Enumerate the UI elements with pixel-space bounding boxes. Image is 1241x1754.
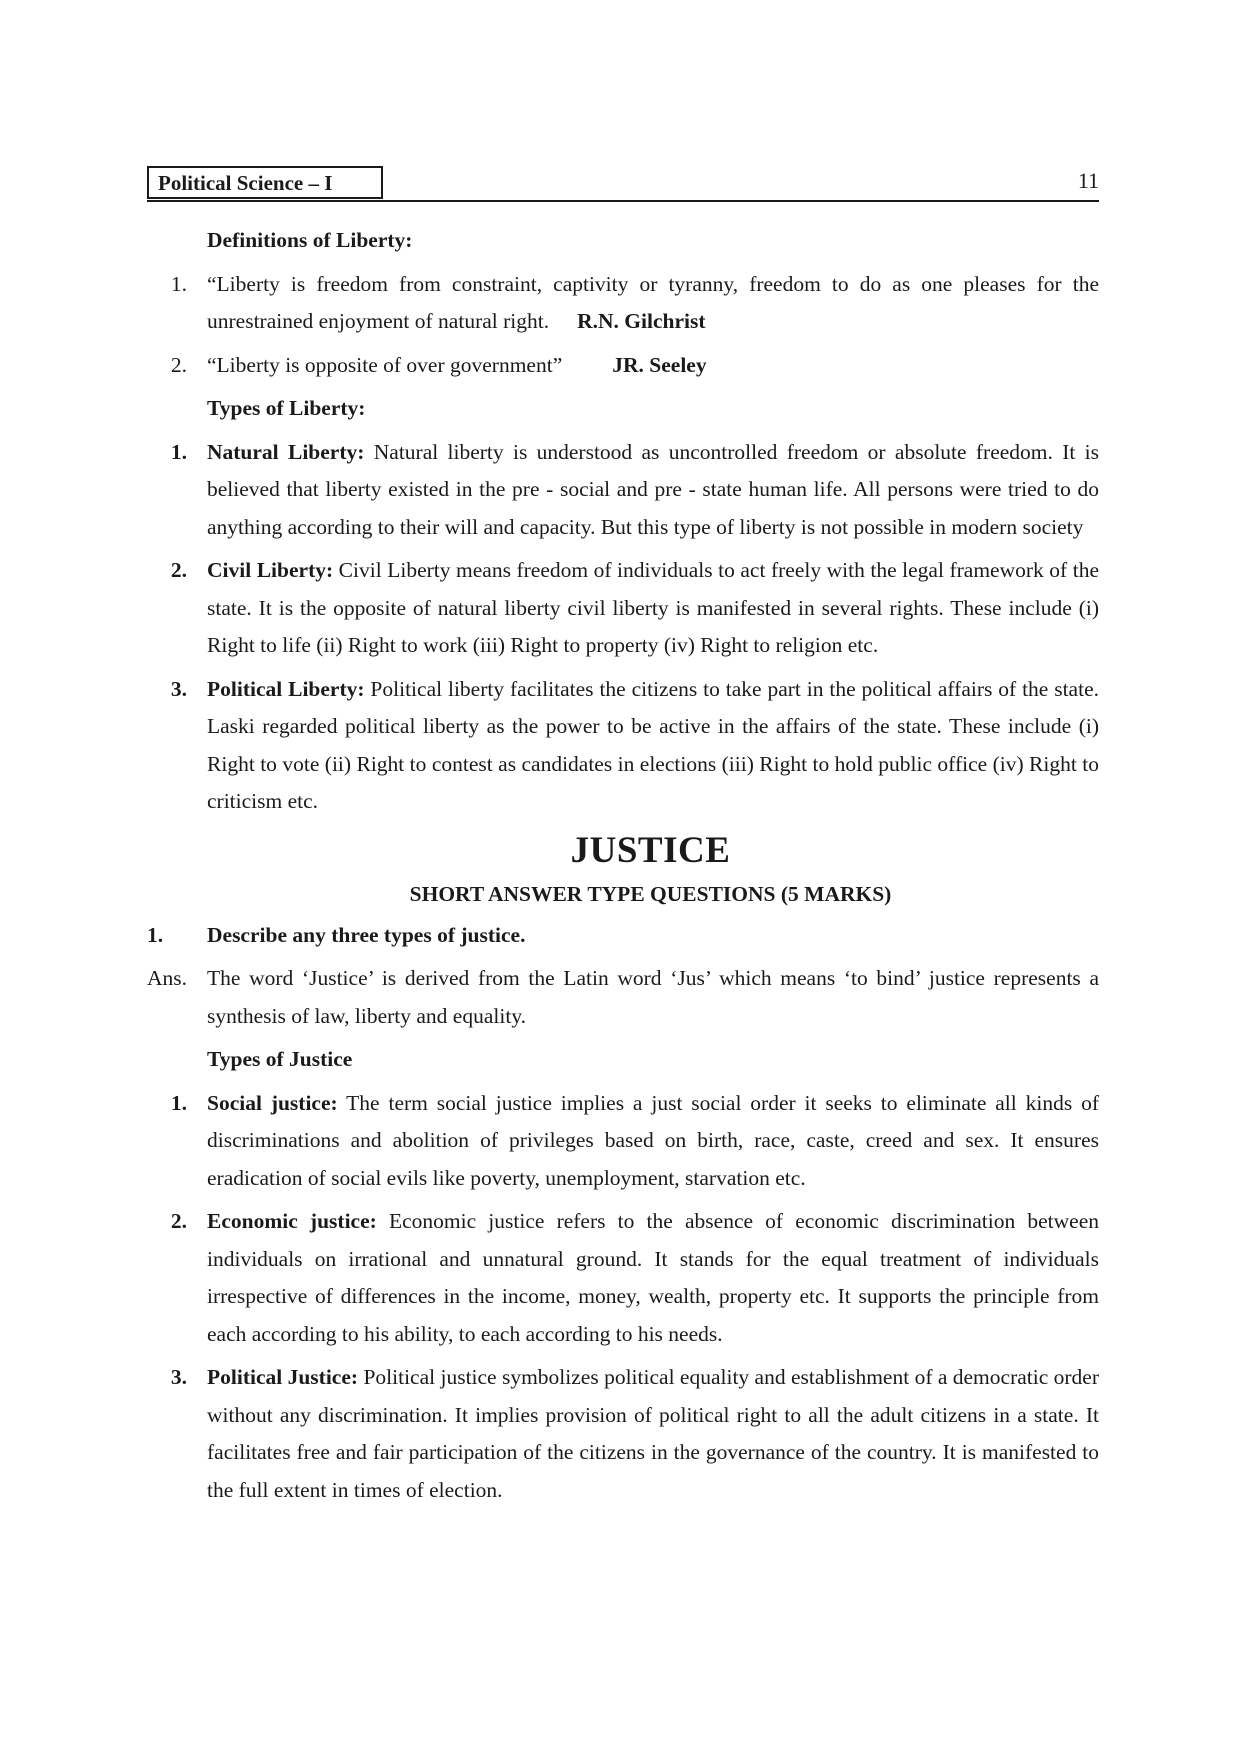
item-number: 3.	[170, 676, 187, 701]
justice-type-item	[147, 1085, 1099, 1198]
item-number: 1.	[170, 271, 187, 296]
definition-text: “Liberty is freedom from constraint, captivity or tyranny, freedom to do as one pleases for the unrestrained enjoyment of natural right.	[207, 271, 1099, 333]
section-subtitle: SHORT ANSWER TYPE QUESTIONS (5 MARKS)	[409, 881, 892, 906]
question-text: Describe any three types of justice.	[207, 922, 526, 947]
subject-label: Political Science – I	[147, 166, 383, 199]
definition-text: “Liberty is opposite of over government”	[207, 352, 563, 377]
justice-type-text: Political justice symbolizes political equality and establishment of a democratic order without any discrimination. It implies provision of political right to all the adult citizens in a state. It facilitates free and fair participation of the citizens in the governance of the country. It is manifested to the full extent in times of election.	[207, 1365, 1100, 1502]
definition-author: JR. Seeley	[612, 352, 707, 377]
item-number: 2.	[170, 558, 187, 582]
liberty-type-item	[147, 434, 1099, 547]
page-header	[147, 166, 1099, 204]
answer-label: Ans.	[147, 966, 188, 990]
liberty-type-text: Natural liberty is understood as uncontrolled freedom or absolute freedom. It is believed that liberty existed in the pre - social and pre - state human life. All persons were tried to do anything according to their will and capacity. But this type of liberty is not possible in modern society	[207, 439, 1099, 539]
item-number: 3.	[170, 1365, 187, 1389]
types-of-liberty-heading: Types of Liberty:	[207, 396, 366, 420]
justice-type-item	[147, 1203, 1099, 1353]
header-rule	[147, 200, 1099, 202]
liberty-type-text: Political liberty facilitates the citizens to take part in the political affairs of the state. Laski regarded political liberty as the power to be active in the affairs of the state. These include (i) Right to vote (ii) Right to contest as candidates in elections (iii) Right to hold public office (iv) Right to criticism etc.	[207, 676, 1099, 813]
definition-item	[147, 347, 1099, 385]
justice-type-term: Economic justice:	[207, 1209, 377, 1233]
justice-type-text: Economic justice refers to the absence of economic discrimination between individuals on irrational and unnatural ground. It stands for the equal treatment of individuals irrespective of differences in the income, money, wealth, property etc. It supports the principle from each according to his ability, to each according to his needs.	[207, 1209, 1099, 1346]
liberty-type-item	[147, 671, 1099, 821]
liberty-type-term: Political Liberty:	[207, 676, 365, 701]
definition-item	[147, 266, 1099, 341]
liberty-type-term: Natural Liberty:	[207, 439, 365, 464]
item-number: 2.	[170, 352, 187, 377]
justice-type-text: The term social justice implies a just social order it seeks to eliminate all kinds of discriminations and abolition of privileges based on birth, race, caste, creed and sex. It ensures eradication of social evils like poverty, unemployment, starvation etc.	[207, 1090, 1099, 1190]
item-number: 2.	[170, 1209, 187, 1233]
answer	[147, 960, 1099, 1035]
types-of-justice-heading: Types of Justice	[207, 1047, 353, 1071]
answer-text: The word ‘Justice’ is derived from the Latin word ‘Jus’ which means ‘to bind’ justice represents a synthesis of law, liberty and equality.	[207, 966, 1099, 1028]
page-content	[147, 222, 1099, 1515]
justice-type-item	[147, 1359, 1099, 1509]
question	[147, 917, 1099, 955]
liberty-type-item	[147, 552, 1099, 665]
question-number: 1.	[147, 922, 164, 947]
justice-type-term: Social justice:	[207, 1090, 338, 1115]
section-title: JUSTICE	[570, 829, 731, 871]
item-number: 1.	[170, 1090, 187, 1115]
definitions-heading: Definitions of Liberty:	[207, 228, 413, 252]
justice-type-term: Political Justice:	[207, 1365, 359, 1389]
page-number: 11	[1077, 168, 1099, 193]
liberty-type-text: Civil Liberty means freedom of individuals to act freely with the legal framework of the state. It is the opposite of natural liberty civil liberty is manifested in several rights. These include (i) Right to life (ii) Right to work (iii) Right to property (iv) Right to religion etc.	[207, 558, 1100, 657]
liberty-type-term: Civil Liberty:	[207, 558, 334, 582]
item-number: 1.	[170, 439, 187, 464]
definition-author: R.N. Gilchrist	[577, 309, 706, 333]
